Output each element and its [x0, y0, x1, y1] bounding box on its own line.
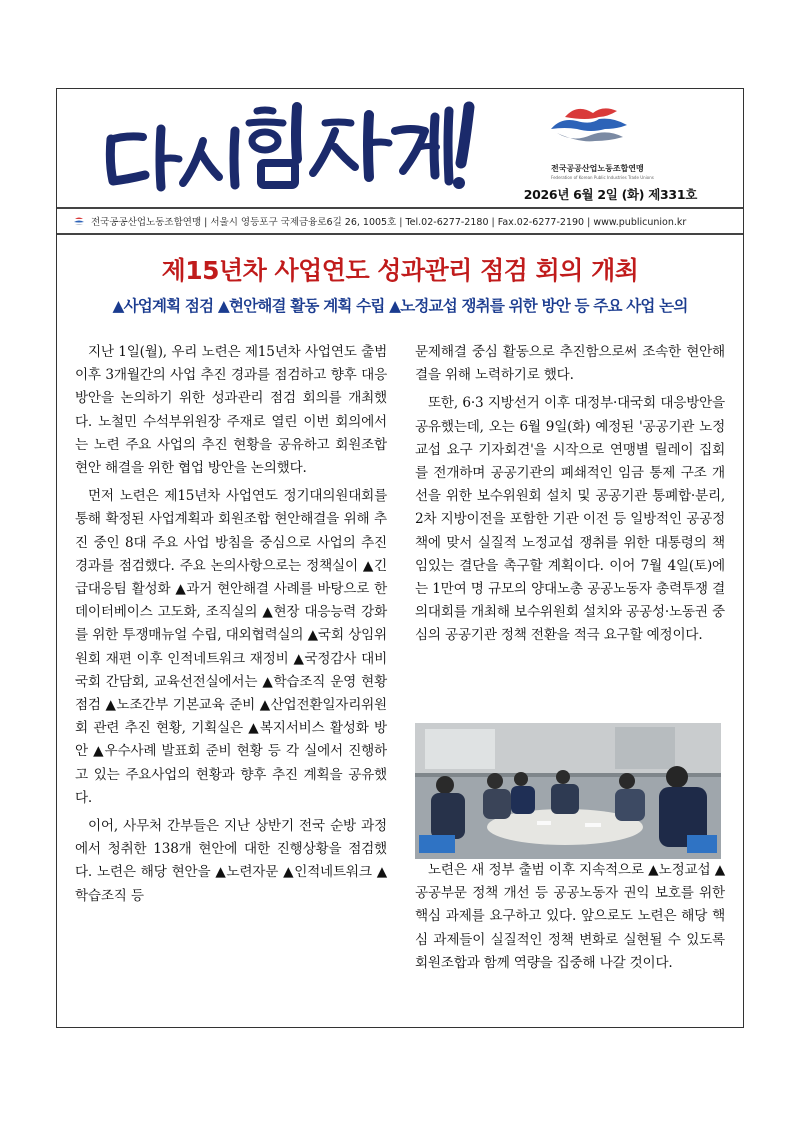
article-paragraph: 문제해결 중심 활동으로 추진함으로써 조속한 현안해결을 위해 노력하기로 했다.	[415, 344, 725, 384]
federation-logo	[547, 103, 637, 143]
article-paragraph: 또한, 6·3 지방선거 이후 대정부·대국회 대응방안을 공유했는데, 오는 6월 9일(화) 예정된 '공공기관 노정교섭 요구 기자회견'을 시작으로 연맹별 릴레이 집회를 전개하며 공공기관의 폐쇄적인 임금 통제 구조 개선을 위한 보수위원회 설치 및 공공기관 통폐합·분리, 2차 지방이전을 포함한 기관 이전 등 일방적인 공공정책에 맞서 실질적 노정교섭 쟁취를 위한 대통령의 책임있는 결단을 촉구할 계획이다. 이어 7월 4일(토)에는 1만여 명 규모의 양대노총 공공노동자 총력투쟁 결의대회를 개최해 보수위원회 설치와 공공성·노동권 중심의 공공기관 정책 전환을 적극 요구할 예정이다.	[415, 395, 725, 644]
article-column-right	[415, 341, 725, 653]
contact-info-text: 전국공공산업노동조합연맹 | 서울시 영등포구 국제금융로6길 26, 1005호 | Tel.02-6277-2180 | Fax.02-6277-2190 | www.publicunion.kr	[91, 217, 687, 228]
article-headline: 제15년차 사업연도 성과관리 점검 회의 개최	[161, 256, 639, 285]
article-paragraph: 이어, 사무처 간부들은 지난 상반기 전국 순방 과정에서 청취한 138개 현안에 대한 진행상황을 점검했다. 노련은 해당 현안을 ▲노련자문 ▲인적네트워크 ▲학습조직 등	[75, 818, 387, 904]
issue-date-number: 2026년 6월 2일 (화) 제331호	[523, 187, 697, 202]
meeting-photo	[415, 723, 721, 859]
masthead	[57, 89, 743, 207]
article-closing	[415, 859, 725, 975]
article-column-left	[75, 341, 387, 913]
article-paragraph: 먼저 노련은 제15년차 사업연도 정기대의원대회를 통해 확정된 사업계획과 회원조합 현안해결을 위해 추진 중인 8대 주요 사업 방침을 중심으로 사업의 추진 경과를 점검했다. 주요 논의사항으로는 정책실이 ▲긴급대응팀 활성화 ▲과거 현안해결 사례를 바탕으로 한 데이터베이스 고도화, 조직실의 ▲현장 대응능력 강화를 위한 투쟁매뉴얼 수립, 대외협력실의 ▲국회 상임위원회 재편 이후 인적네트워크 재정비 ▲국정감사 대비 국회 간담회, 교육선전실에서는 ▲학습조직 운영 현황 점검 ▲노조간부 기본교육 준비 ▲산업전환일자리위원회 관련 추진 현황, 기획실은 ▲복지서비스 활성화 방안 ▲우수사례 발표회 준비 현황 등 각 실에서 진행하고 있는 주요사업의 현황과 향후 추진 계획을 공유했다.	[75, 488, 387, 806]
contact-info-bar	[57, 207, 743, 235]
article-paragraph: 지난 1일(월), 우리 노련은 제15년차 사업연도 출범 이후 3개월간의 사업 추진 경과를 점검하고 향후 대응 방안을 논의하기 위한 성과관리 점검 회의를 개최했다. 노철민 수석부위원장 주재로 열린 이번 회의에서는 노련 주요 사업의 추진 현황을 공유하고 회원조합 현안 해결을 위한 협업 방안을 논의했다.	[75, 344, 387, 477]
newsletter-page	[56, 88, 744, 1028]
org-logo-name: 전국공공산업노동조합연맹	[551, 164, 644, 173]
federation-mini-logo-icon	[73, 215, 85, 227]
org-logo-name-en: Federation of Korean Public Industries Trade Unions	[551, 175, 654, 180]
article-subheadline: ▲사업계획 점검 ▲현안해결 활동 계획 수립 ▲노정교섭 쟁취를 위한 방안 등 주요 사업 논의	[112, 297, 688, 315]
masthead-title-calligraphy	[99, 101, 479, 193]
article-paragraph: 노련은 새 정부 출범 이후 지속적으로 ▲노정교섭 ▲공공부문 정책 개선 등 공공노동자 권익 보호를 위한 핵심 과제를 요구하고 있다. 앞으로도 노련은 해당 핵심 과제들이 실질적인 정책 변화로 실현될 수 있도록 회원조합과 함께 역량을 집중해 나갈 것이다.	[415, 862, 725, 971]
